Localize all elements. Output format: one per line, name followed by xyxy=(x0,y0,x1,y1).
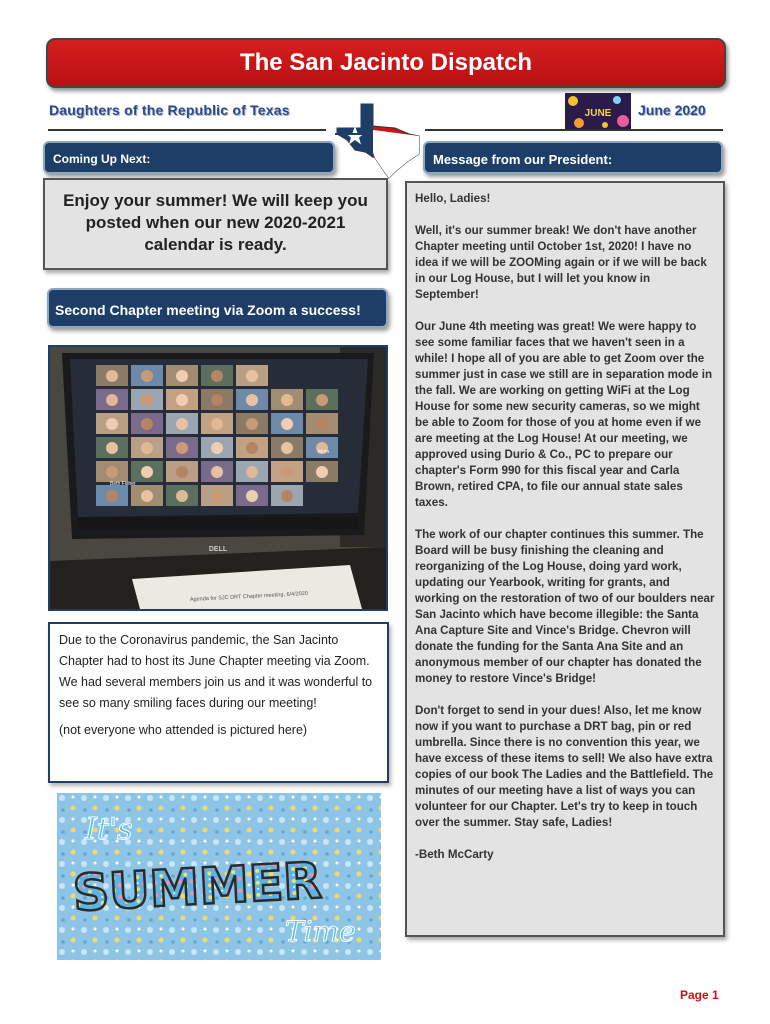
organization-name: Daughters of the Republic of Texas xyxy=(49,102,290,118)
participant-face xyxy=(281,490,293,502)
participant-face xyxy=(106,418,118,430)
participant-face xyxy=(141,442,153,454)
participant-face xyxy=(176,394,188,406)
agenda-paper-text: Agenda for SJC DRT Chapter meeting, 6/4/2020 xyxy=(189,590,309,603)
participant-face xyxy=(141,370,153,382)
participant-face xyxy=(246,370,258,382)
summer-time-graphic xyxy=(57,793,381,960)
header-rule-left xyxy=(48,129,326,131)
participant-face xyxy=(316,394,328,406)
june-badge-text: JUNE xyxy=(584,108,612,119)
participant-face xyxy=(281,418,293,430)
summer-time: Time xyxy=(285,915,356,948)
participant-face xyxy=(246,466,258,478)
participant-face xyxy=(246,418,258,430)
participant-face xyxy=(106,370,118,382)
texas-flag-map-icon xyxy=(333,100,425,180)
issue-date: June 2020 xyxy=(638,102,706,118)
participant-face xyxy=(141,418,153,430)
participant-face xyxy=(211,394,223,406)
participant-face xyxy=(141,490,153,502)
president-message-box xyxy=(405,181,725,937)
message-paragraph-4: Don't forget to send in your dues! Also, let me know now if you want to purchase a DRT bag, pin or red umbrella. Since there is no convention this year, we have excess of these items to sell! We also have extra copies of our book The Ladies and the Battlefield. The minutes of our meeting have a list of ways you can volunteer for our Chapter. Let's try to keep in touch over the summer. Stay safe, Ladies! xyxy=(415,704,714,829)
participant-face xyxy=(281,394,293,406)
participant-face xyxy=(106,490,118,502)
participant-face xyxy=(246,442,258,454)
president-message-label: Message from our President: xyxy=(423,141,723,174)
participant-name-2: Mom xyxy=(318,449,330,455)
participant-face xyxy=(211,370,223,382)
page-number: Page 1 xyxy=(680,988,719,1002)
participant-face xyxy=(106,394,118,406)
message-paragraph-1: Well, it's our summer break! We don't have another Chapter meeting until October 1st, 2020! I have no idea if we will be ZOOMing again or if we will be back in our Log House, but I will let you know in September! xyxy=(415,224,707,301)
zoom-caption: Due to the Coronavirus pandemic, the San Jacinto Chapter had to host its June Chapter meeting via Zoom. We had several members join us and it was wonderful to see so many smiling faces during our meeting! xyxy=(59,633,373,710)
participant-face xyxy=(106,466,118,478)
message-paragraph-2: Our June 4th meeting was great! We were happy to see some familiar faces that we haven't seen in a while! I hope all of you are able to get Zoom over the summer just in case we still are in separation mode in the fall. We are working on getting WiFi at the Log House for some new security cameras, so we might be able to Zoom for those of you at home even if we are meeting at the Log House! At our meeting, we approved using Durio & Co., PC to prepare our chapter's Form 990 for this fiscal year and Carla Brown, retired CPA, to file our annual state sales taxes. xyxy=(415,320,713,509)
participant-face xyxy=(211,418,223,430)
participant-face xyxy=(141,394,153,406)
message-paragraph-3: The work of our chapter continues this summer. The Board will be busy finishing the cleaning and reorganizing of the Log House, doing yard work, updating our Yearbook, writing for grants, and working on the restoration of two of our boulders near San Jacinto which have become illegible: the Santa Ana Capture Site and Vince's Bridge. Chevron will donate the funding for the Santa Ana Site and an anonymous member of our chapter has donated the money to restore Vince's Bridge! xyxy=(415,528,715,685)
newsletter-title: The San Jacinto Dispatch xyxy=(46,38,726,88)
participant-face xyxy=(246,394,258,406)
zoom-meeting-photo xyxy=(48,345,388,611)
june-image xyxy=(565,93,631,130)
message-greeting: Hello, Ladies! xyxy=(415,192,491,205)
participant-face xyxy=(176,466,188,478)
participant-name: Beth Fisher xyxy=(110,481,136,487)
participant-face xyxy=(281,442,293,454)
zoom-caption-box xyxy=(48,622,389,783)
coming-up-box xyxy=(43,178,388,270)
participant-face xyxy=(281,466,293,478)
message-signature: -Beth McCarty xyxy=(415,848,494,861)
participant-face xyxy=(211,490,223,502)
participant-face xyxy=(176,442,188,454)
summer-its: It's xyxy=(85,812,133,847)
participant-face xyxy=(316,466,328,478)
participant-face xyxy=(316,418,328,430)
zoom-note: (not everyone who attended is pictured here) xyxy=(59,723,308,737)
header-rule-right xyxy=(425,129,723,131)
participant-face xyxy=(176,370,188,382)
participant-face xyxy=(176,490,188,502)
participant-face xyxy=(106,442,118,454)
participant-face xyxy=(141,466,153,478)
zoom-heading: Second Chapter meeting via Zoom a success! xyxy=(47,288,388,328)
participant-face xyxy=(211,466,223,478)
participant-face xyxy=(211,442,223,454)
participant-face xyxy=(176,418,188,430)
coming-up-text: Enjoy your summer! We will keep you posted when our new 2020-2021 calendar is ready. xyxy=(63,191,368,254)
participant-face xyxy=(246,490,258,502)
coming-up-label: Coming Up Next: xyxy=(43,141,335,174)
summer-word: SUMMER xyxy=(71,851,324,923)
laptop-brand: DELL xyxy=(208,546,228,553)
